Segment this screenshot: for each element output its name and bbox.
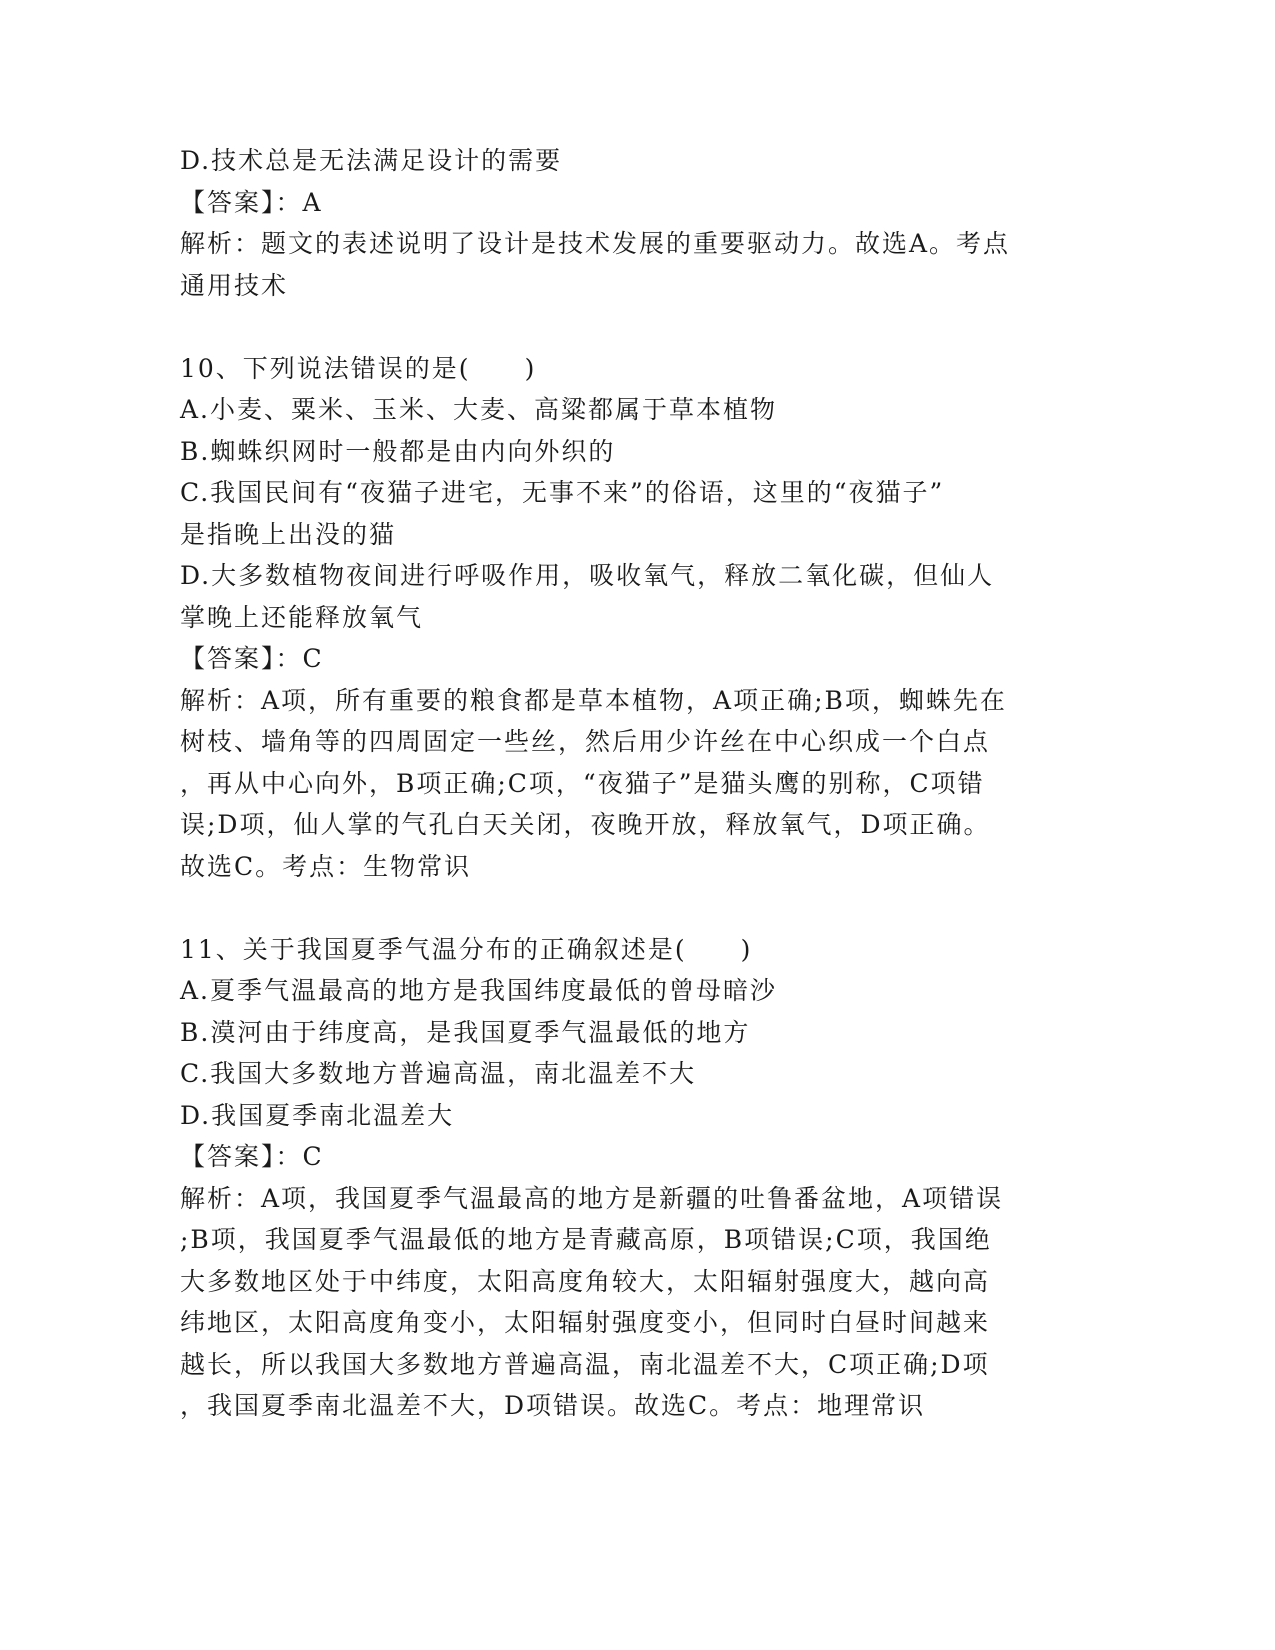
q10-answer: 【答案】：C (180, 644, 324, 673)
prev-option-d: D.技术总是无法满足设计的需要 (180, 146, 563, 175)
q10-analysis-line: 树枝、墙角等的四周固定一些丝，然后用少许丝在中心织成一个白点 (180, 727, 991, 756)
prev-answer: 【答案】：A (180, 187, 323, 217)
question-10-block (180, 348, 1060, 888)
q10-analysis-line: ，再从中心向外，B项正确;C项，“夜猫子”是猫头鹰的别称，C项错 (180, 768, 985, 798)
q10-analysis-line: 解析：A项，所有重要的粮食都是草本植物，A项正确;B项，蜘蛛先在 (180, 685, 1007, 715)
q11-analysis-line: 解析：A项，我国夏季气温最高的地方是新疆的吐鲁番盆地，A项错误 (180, 1183, 1004, 1213)
q11-stem: 11、关于我国夏季气温分布的正确叙述是( ) (180, 934, 753, 964)
q10-option-line: B.蜘蛛织网时一般都是由内向外织的 (180, 436, 616, 466)
q10-option-line: A.小麦、粟米、玉米、大麦、高粱都属于草本植物 (180, 395, 778, 424)
prev-analysis-line: 解析：题文的表述说明了设计是技术发展的重要驱动力。故选A。考点 (180, 229, 1011, 258)
q10-option-line: D.大多数植物夜间进行呼吸作用，吸收氧气，释放二氧化碳，但仙人 (180, 561, 995, 590)
q11-analysis-line: 纬地区，太阳高度角变小，太阳辐射强度变小，但同时白昼时间越来 (180, 1308, 991, 1337)
document-page (180, 140, 1060, 1427)
q11-answer: 【答案】：C (180, 1142, 324, 1171)
q11-option-line: C.我国大多数地方普遍高温，南北温差不大 (180, 1059, 697, 1088)
spacer (180, 306, 1060, 348)
q10-analysis-line: 误;D项，仙人掌的气孔白天关闭，夜晚开放，释放氧气，D项正确。 (180, 810, 991, 839)
q10-analysis-line: 故选C。考点：生物常识 (180, 851, 472, 881)
q11-analysis-line: ;B项，我国夏季气温最低的地方是青藏高原，B项错误;C项，我国绝 (180, 1225, 992, 1254)
prev-question-block (180, 140, 1060, 306)
q10-option-line: 掌晚上还能释放氧气 (180, 602, 424, 632)
q10-option-line: C.我国民间有“夜猫子进宅，无事不来”的俗语，这里的“夜猫子” (180, 478, 945, 507)
question-11-block (180, 929, 1060, 1427)
spacer (180, 887, 1060, 929)
q11-analysis-line: ，我国夏季南北温差不大，D项错误。故选C。考点：地理常识 (180, 1391, 926, 1420)
q11-analysis-line: 大多数地区处于中纬度，太阳高度角较大，太阳辐射强度大，越向高 (180, 1266, 991, 1296)
q11-option-line: A.夏季气温最高的地方是我国纬度最低的曾母暗沙 (180, 976, 778, 1005)
prev-analysis-line: 通用技术 (180, 270, 289, 300)
q11-option-line: D.我国夏季南北温差大 (180, 1100, 455, 1130)
q11-analysis-line: 越长，所以我国大多数地方普遍高温，南北温差不大，C项正确;D项 (180, 1349, 990, 1379)
q11-option-line: B.漠河由于纬度高，是我国夏季气温最低的地方 (180, 1017, 751, 1047)
q10-stem: 10、下列说法错误的是( ) (180, 353, 537, 383)
q10-option-line: 是指晚上出没的猫 (180, 519, 397, 549)
